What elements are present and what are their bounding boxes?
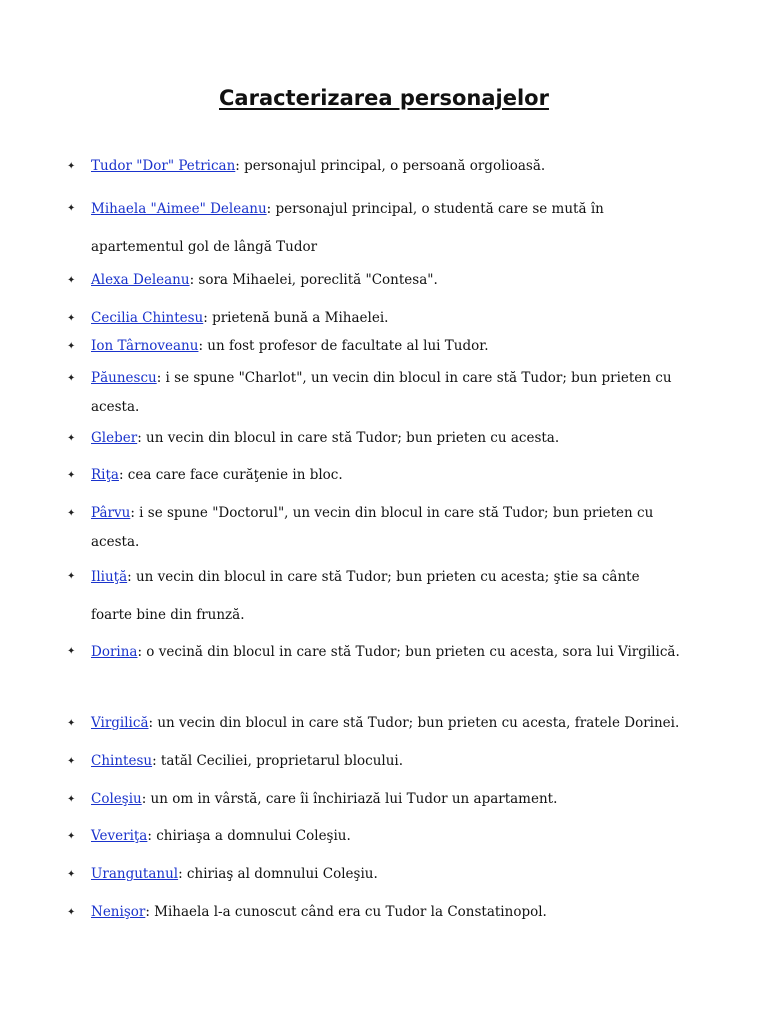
- list-item: [67, 898, 681, 927]
- character-description: : un vecin din blocul in care stă Tudor; bun prieten cu acesta.: [137, 430, 560, 446]
- list-item: [67, 860, 681, 889]
- list-item: [67, 332, 681, 361]
- four-point-star-icon: ✦: [67, 794, 76, 805]
- four-point-star-icon: ✦: [67, 341, 76, 352]
- list-item: [67, 266, 681, 295]
- list-item: [67, 424, 681, 453]
- character-link[interactable]: Pârvu: [91, 505, 131, 521]
- list-item: [67, 461, 681, 490]
- character-link[interactable]: Alexa Deleanu: [91, 272, 190, 288]
- character-link[interactable]: Chintesu: [91, 753, 153, 769]
- four-point-star-icon: ✦: [67, 718, 76, 729]
- four-point-star-icon: ✦: [67, 907, 76, 918]
- character-description: : personajul principal, o persoană orgolioasă.: [235, 158, 546, 174]
- character-description: : personajul principal, o studentă care se mută în apartementul gol de lângă Tudor: [91, 201, 604, 255]
- list-item: [67, 190, 681, 266]
- character-link[interactable]: Gleber: [91, 430, 138, 446]
- list-item: [67, 558, 681, 634]
- character-link[interactable]: Riţa: [91, 467, 119, 483]
- character-description: : o vecină din blocul in care stă Tudor; bun prieten cu acesta, sora lui Virgilică.: [137, 644, 680, 660]
- character-link[interactable]: Tudor "Dor" Petrican: [91, 158, 236, 174]
- four-point-star-icon: ✦: [67, 831, 76, 842]
- character-description: : prietenă bună a Mihaelei.: [203, 310, 389, 326]
- four-point-star-icon: ✦: [67, 203, 76, 214]
- four-point-star-icon: ✦: [67, 275, 76, 286]
- character-link[interactable]: Iliuţă: [91, 569, 128, 585]
- character-description: : sora Mihaelei, poreclită "Contesa".: [189, 272, 438, 288]
- list-item: [67, 364, 681, 422]
- character-description: : cea care face curăţenie in bloc.: [118, 467, 343, 483]
- character-description: : un fost profesor de facultate al lui Tudor.: [198, 338, 489, 354]
- character-description: : tatăl Ceciliei, proprietarul blocului.: [152, 753, 404, 769]
- four-point-star-icon: ✦: [67, 433, 76, 444]
- four-point-star-icon: ✦: [67, 571, 76, 582]
- four-point-star-icon: ✦: [67, 313, 76, 324]
- character-description: : i se spune "Charlot", un vecin din blocul in care stă Tudor; bun prieten cu acesta.: [91, 370, 672, 415]
- character-description: : Mihaela l-a cunoscut când era cu Tudor la Constatinopol.: [145, 904, 547, 920]
- character-link[interactable]: Urangutanul: [91, 866, 179, 882]
- four-point-star-icon: ✦: [67, 756, 76, 767]
- four-point-star-icon: ✦: [67, 470, 76, 481]
- four-point-star-icon: ✦: [67, 373, 76, 384]
- page-title: Caracterizarea personajelor: [219, 86, 549, 110]
- four-point-star-icon: ✦: [67, 508, 76, 519]
- four-point-star-icon: ✦: [67, 869, 76, 880]
- list-item: [67, 709, 681, 738]
- character-description: : un vecin din blocul in care stă Tudor; bun prieten cu acesta, fratele Dorinei.: [148, 715, 680, 731]
- character-link[interactable]: Nenişor: [91, 904, 146, 920]
- character-link[interactable]: Mihaela "Aimee" Deleanu: [91, 201, 267, 217]
- character-link[interactable]: Păunescu: [91, 370, 157, 386]
- character-description: : chiriaş al domnului Coleşiu.: [178, 866, 378, 882]
- list-item: [67, 785, 681, 814]
- character-description: : i se spune "Doctorul", un vecin din blocul in care stă Tudor; bun prieten cu acesta.: [91, 505, 654, 550]
- list-item: [67, 499, 681, 557]
- character-description: : un om in vârstă, care îi închiriază lui Tudor un apartament.: [141, 791, 558, 807]
- character-description: : un vecin din blocul in care stă Tudor; bun prieten cu acesta; ştie sa cânte foarte bine din frunză.: [91, 569, 640, 623]
- character-link[interactable]: Ion Târnoveanu: [91, 338, 199, 354]
- character-link[interactable]: Virgilică: [91, 715, 149, 731]
- list-item: [67, 304, 681, 333]
- character-link[interactable]: Veveriţa: [91, 828, 148, 844]
- character-link[interactable]: Dorina: [91, 644, 138, 660]
- character-link[interactable]: Cecilia Chintesu: [91, 310, 204, 326]
- list-item: [67, 152, 681, 181]
- four-point-star-icon: ✦: [67, 646, 76, 657]
- character-link[interactable]: Coleşiu: [91, 791, 142, 807]
- four-point-star-icon: ✦: [67, 161, 76, 172]
- list-item: [67, 633, 681, 671]
- list-item: [67, 822, 681, 851]
- list-item: [67, 747, 681, 776]
- character-description: : chiriaşa a domnului Coleşiu.: [147, 828, 351, 844]
